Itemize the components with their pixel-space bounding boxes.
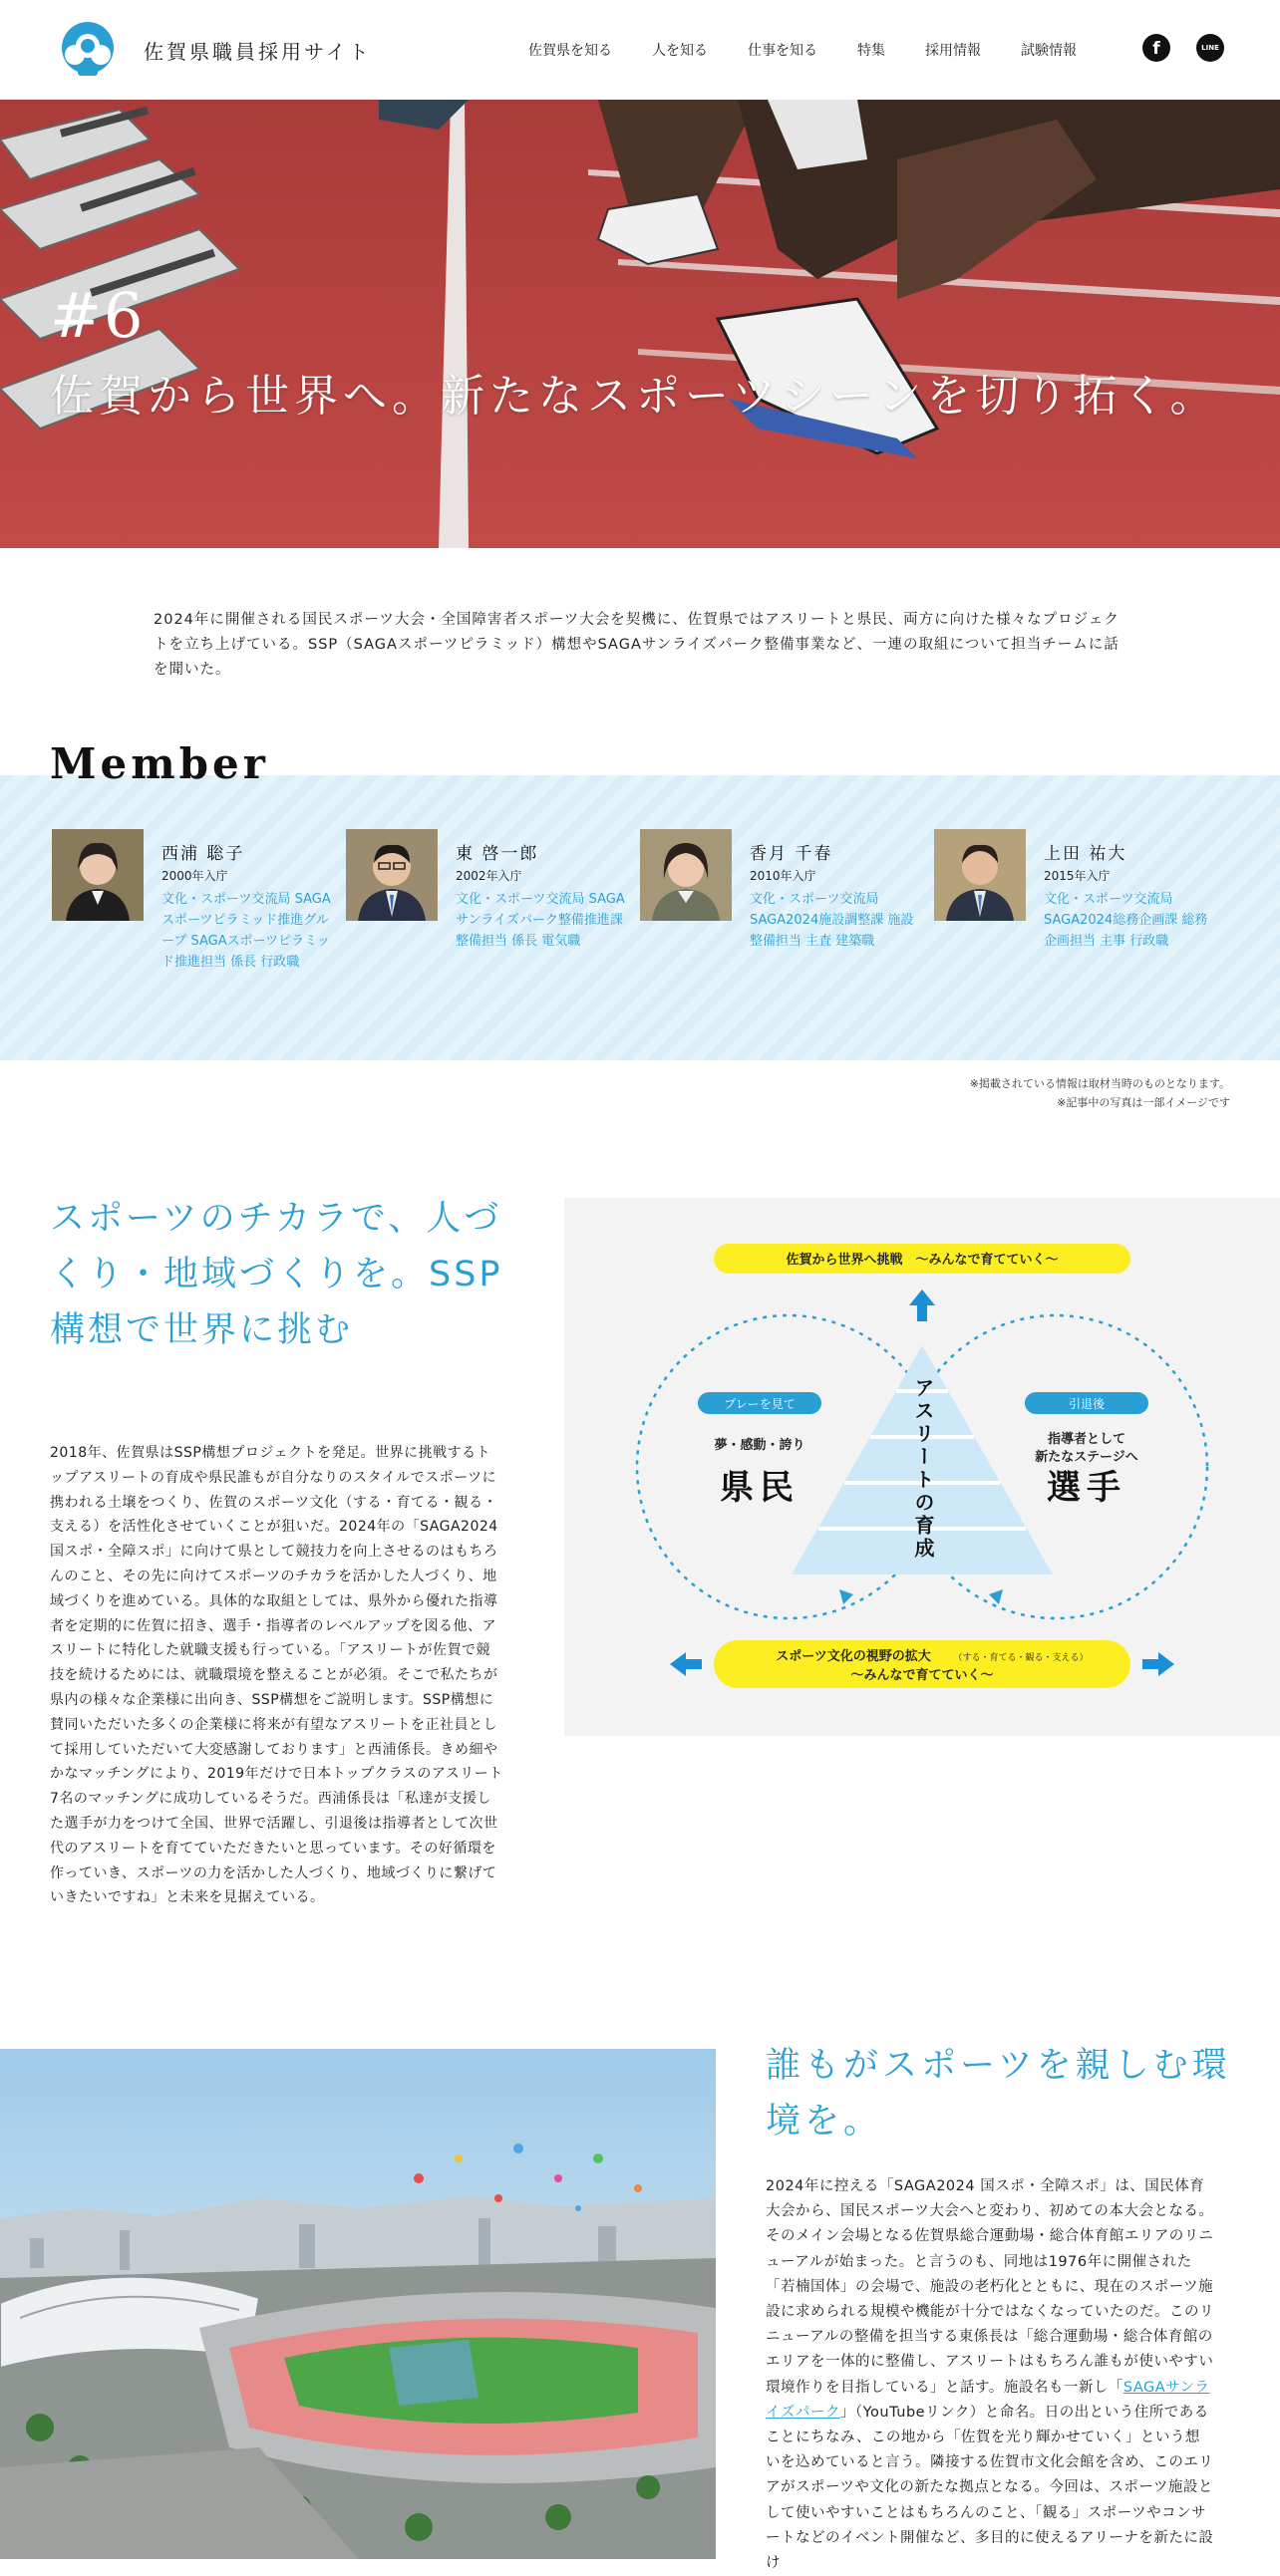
member-photo-avatar [52,829,144,921]
member-name: 東 啓一郎 [456,844,539,864]
right-arrow-icon [1142,1652,1174,1676]
member-role: 文化・スポーツ交流局 SAGA2024施設調整課 施設整備担当 主査 建築職 [750,892,914,949]
hero-title: 佐賀から世界へ。新たなスポーツシーンを切り拓く。 [50,371,1219,422]
disclaimer-notes [970,1074,1230,1112]
diagram-top-banner: 佐賀から世界へ挑戦 ～みんなで育てていく～ [786,1253,1059,1268]
member-join-year: 2015年入庁 [1044,869,1111,883]
ssp-diagram-graphic [564,1198,1280,1736]
diagram-bottom-banner-small: （する・育てる・観る・支える） [953,1653,1089,1663]
nav-item-know-saga[interactable]: 佐賀県を知る [528,43,612,59]
diagram-bottom-banner: スポーツ文化の視野の拡大 [776,1649,931,1664]
saga-logo-icon[interactable] [54,22,122,78]
intro-text: 2024年に開催される国民スポーツ大会・全国障害者スポーツ大会を契機に、佐賀県ではアスリートと県民、両方に向けた様々なプロジェクトを立ち上げている。SSP（SAGAスポーツピラミッド）構想やSAGAサンライズパーク整備事業など、一連の取組について担当チームに話を聞いた。 [154,612,1120,678]
feature-number: #6 [50,279,146,352]
member-name: 西浦 聡子 [161,844,245,864]
section-environment-body [766,2174,1214,2576]
sunrise-park-link[interactable]: SAGAサンライズパーク [766,2379,1210,2421]
hero-banner [0,100,1280,548]
left-arrow-icon [670,1652,702,1676]
facebook-icon[interactable]: f [1142,34,1170,62]
diagram-bottom-banner: ～みんなで育てていく～ [850,1668,994,1683]
cycle-arrow-icon [839,1589,853,1604]
section-environment-title: 誰もがスポーツを親しむ環境を。 [766,2046,1231,2142]
diagram-left-badge: プレーを見て [724,1397,796,1411]
global-nav [528,40,1117,60]
ssp-diagram [564,1198,1280,1736]
disclaimer-note: ※記事中の写真は一部イメージです [1057,1096,1230,1109]
section-ssp-title: スポーツのチカラで、人づくり・地域づくりを。SSP構想で世界に挑む [50,1199,503,1350]
site-title[interactable]: 佐賀県職員採用サイト [144,40,372,64]
member-name: 香月 千春 [750,844,833,864]
member-join-year: 2000年入庁 [161,869,228,883]
member-photo-avatar [934,829,1026,921]
nav-item-know-work[interactable]: 仕事を知る [748,43,817,59]
diagram-right-label: 選手 [1047,1468,1126,1508]
nav-item-recruit-info[interactable]: 採用情報 [925,43,981,59]
member-photo-avatar [346,829,438,921]
diagram-right-badge: 引退後 [1068,1397,1106,1411]
member-name: 上田 祐大 [1044,844,1127,864]
nav-item-feature[interactable]: 特集 [857,43,885,59]
diagram-left-label: 県民 [720,1468,800,1508]
disclaimer-note: ※掲載されている情報は取材当時のものとなります。 [969,1077,1230,1090]
nav-item-know-people[interactable]: 人を知る [652,43,708,59]
member-photo-avatar [640,829,732,921]
nav-item-exam-info[interactable]: 試験情報 [1021,43,1077,59]
stadium-aerial-image [0,2049,716,2559]
member-role: 文化・スポーツ交流局 SAGAスポーツピラミッド推進グループ SAGAスポーツピラミッド推進担当 係長 行政職 [161,892,331,970]
member-join-year: 2002年入庁 [456,869,522,883]
member-role: 文化・スポーツ交流局 SAGAサンライズパーク整備推進課 整備担当 係長 電気職 [456,892,625,949]
section-environment-text: 」（YouTubeリンク）と命名。日の出という住所であることにちなみ、この地から「佐賀を光り輝かせていく」という想いを込めていると言う。隣接する佐賀市文化会館を含め、このエリアがスポーツや文化の新たな拠点となる。今回は、スポーツ施設として使いやすいことはもちろんのこと、「観る」スポーツやコンサートなどのイベント開催など、多目的に使えるアリーナを新たに設け [766,2404,1214,2572]
section-environment-text: 2024年に控える「SAGA2024 国スポ・全障スポ」は、国民体育大会から、国民スポーツ大会へと変わり、初めての本大会となる。そのメイン会場となる佐賀県総合運動場・総合体育館エリアのリニューアルが始まった。と言うのも、同地は1976年に開催された「若楠国体」の会場で、施設の老朽化とともに、現在のスポーツ施設に求められる規模や機能が十分ではなくなっていたのだ。このリニューアルの整備を担当する東係長は「総合運動場・総合体育館のエリアを一体的に整備し、アスリートはもちろん誰もが使いやすい環境作りを目指している」と話す。施設名も一新し「 [766,2178,1214,2396]
member-role: 文化・スポーツ交流局 SAGA2024総務企画課 総務企画担当 主事 行政職 [1044,892,1208,949]
section-ssp-body: 2018年、佐賀県はSSP構想プロジェクトを発足。世界に挑戦するトップアスリートの育成や県民誰もが自分なりのスタイルでスポーツに携われる土壌をつくり、佐賀のスポーツ文化（する・育てる・観る・支える）を活性化させていくことが狙いだ。2024年の「SAGA2024 国スポ・全障スポ」に向けて県として競技力を向上させるのはもちろんのこと、その先に向けてスポーツのチカラを活かした人づくり、地域づくりを進めている。具体的な取組としては、県外から優れた指導者を定期的に佐賀に招き、選手・指導者のレベルアップを図る他、アスリートに特化した就職支援も行っている。「アスリートが佐賀で競技を続けるためには、就職環境を整えることが必須。そこで私たちが県内の様々な企業様に出向き、SSP構想をご説明します。SSP構想に賛同いただいた多くの企業様に将来が有望なアスリートを正社員として採用していただいて大変感謝しております」と西浦係長。きめ細やかなマッチングにより、2019年だけで日本トップクラスのアスリート7名のマッチングに成功しているそうだ。西浦係長は「私達が支援した選手が力をつけて全国、世界で活躍し、引退後は指導者として次世代のアスリートを育てていただきたいと思っています。その好循環を作っていき、スポーツの力を活かした人づくり、地域づくりに繋げていきたいですね」と未来を見据えている。 [50,1445,503,1906]
diagram-left-caption: 夢・感動・誇り [714,1438,805,1453]
member-join-year: 2010年入庁 [750,869,816,883]
line-icon[interactable]: LINE [1196,34,1224,62]
site-header [0,0,1280,100]
diagram-center-label: アスリートの育成 [911,1377,935,1561]
sunrise-park-illustration [0,2049,716,2559]
member-heading: Member [50,739,269,788]
diagram-right-caption: 指導者として [1047,1432,1126,1447]
diagram-right-caption: 新たなステージへ [1035,1450,1138,1465]
up-arrow-icon [909,1289,935,1321]
cycle-arrow-icon [989,1589,1003,1604]
hero-track-photo [0,100,1280,548]
